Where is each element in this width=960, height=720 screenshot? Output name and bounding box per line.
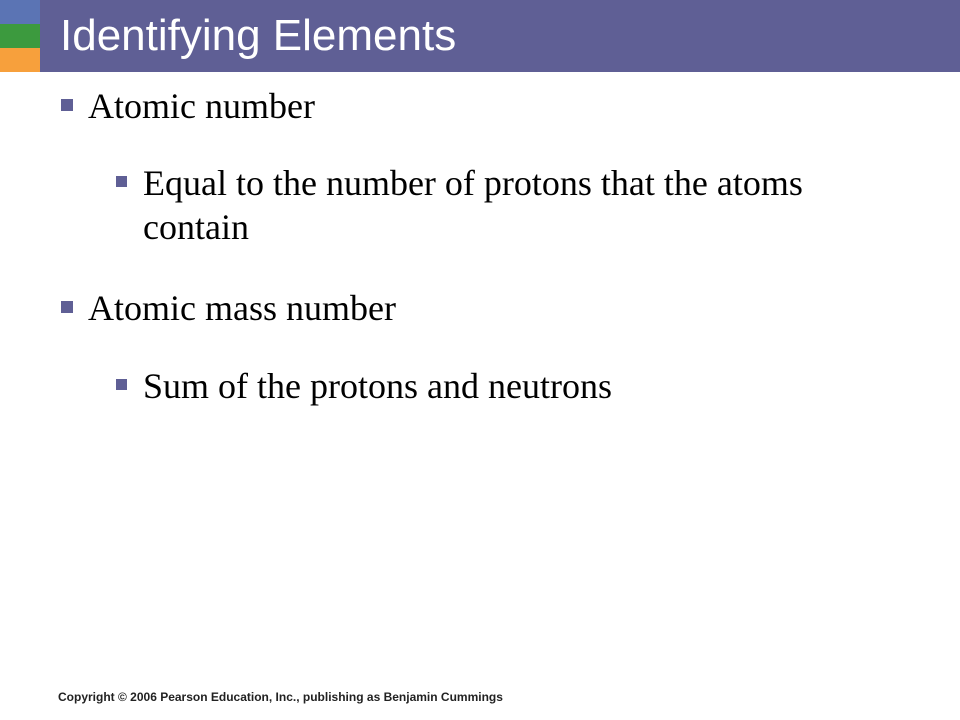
bullet-text: Atomic number <box>88 86 315 126</box>
bullet-atomic-mass-number <box>88 286 928 330</box>
sub-bullet-atomic-mass-definition <box>143 364 843 408</box>
sub-bullet-atomic-number-definition <box>143 161 843 249</box>
square-bullet-icon <box>116 379 127 390</box>
copyright-footer: Copyright © 2006 Pearson Education, Inc., publishing as Benjamin Cummings <box>58 690 503 704</box>
square-bullet-icon <box>61 99 73 111</box>
square-bullet-icon <box>61 301 73 313</box>
bullet-text: Sum of the protons and neutrons <box>143 366 612 406</box>
bullet-text: Atomic mass number <box>88 288 396 328</box>
bullet-atomic-number <box>88 84 928 128</box>
slide-title: Identifying Elements <box>60 11 457 60</box>
bullet-text: Equal to the number of protons that the atoms contain <box>143 163 803 247</box>
square-bullet-icon <box>116 176 127 187</box>
